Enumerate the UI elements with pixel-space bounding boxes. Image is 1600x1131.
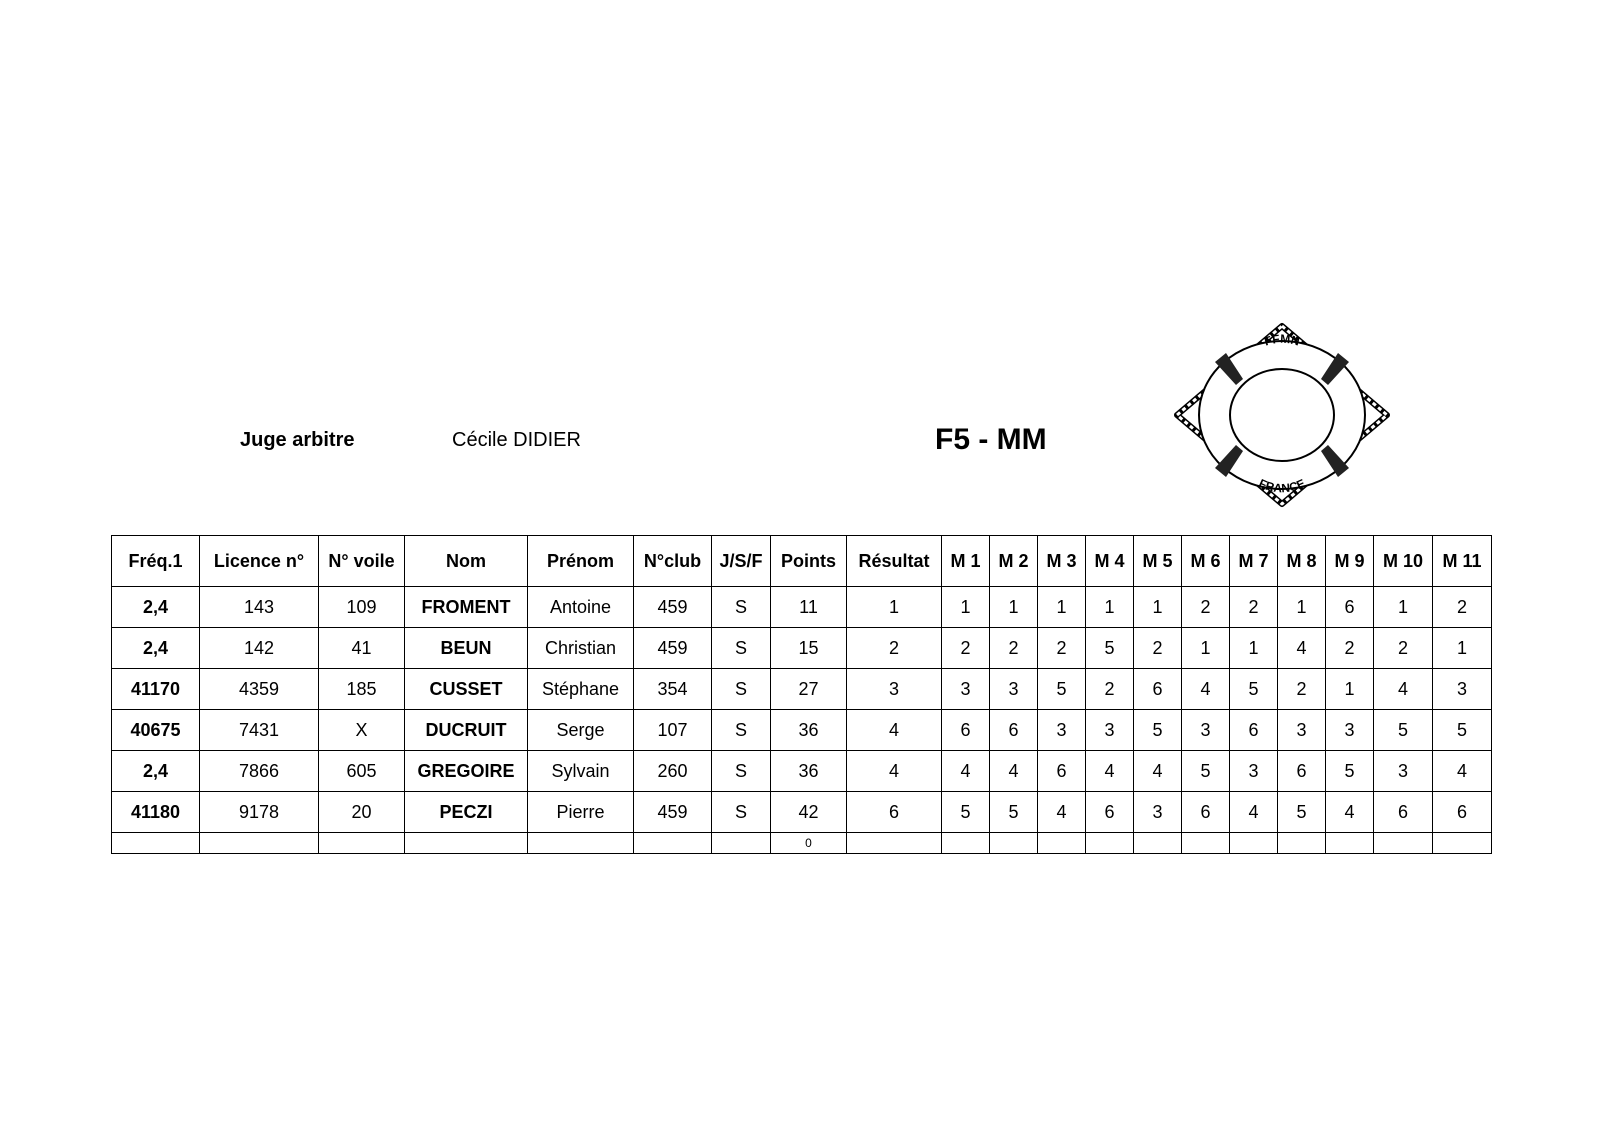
table-cell: 5 bbox=[1433, 710, 1492, 751]
table-cell: 2 bbox=[942, 628, 990, 669]
table-cell: 143 bbox=[200, 587, 319, 628]
table-cell: 4359 bbox=[200, 669, 319, 710]
table-cell: Serge bbox=[528, 710, 634, 751]
column-header: Points bbox=[771, 536, 847, 587]
table-cell: 3 bbox=[847, 669, 942, 710]
column-header: M 2 bbox=[990, 536, 1038, 587]
table-cell: 3 bbox=[1038, 710, 1086, 751]
column-header: M 1 bbox=[942, 536, 990, 587]
table-cell: 4 bbox=[1038, 792, 1086, 833]
column-header: M 10 bbox=[1374, 536, 1433, 587]
table-cell: 1 bbox=[942, 587, 990, 628]
column-header: M 5 bbox=[1134, 536, 1182, 587]
table-cell: X bbox=[319, 710, 405, 751]
table-cell: 4 bbox=[1326, 792, 1374, 833]
table-cell bbox=[319, 833, 405, 854]
table-cell bbox=[1433, 833, 1492, 854]
table-row bbox=[112, 751, 1492, 792]
table-cell bbox=[942, 833, 990, 854]
table-cell bbox=[712, 833, 771, 854]
table-cell: 41170 bbox=[112, 669, 200, 710]
table-cell: 4 bbox=[990, 751, 1038, 792]
table-cell: 2,4 bbox=[112, 587, 200, 628]
table-cell: 2 bbox=[847, 628, 942, 669]
table-cell bbox=[1182, 833, 1230, 854]
table-cell: 4 bbox=[1374, 669, 1433, 710]
table-cell: 42 bbox=[771, 792, 847, 833]
table-cell: 1 bbox=[1230, 628, 1278, 669]
column-header: Licence n° bbox=[200, 536, 319, 587]
table-row bbox=[112, 628, 1492, 669]
juge-arbitre-label: Juge arbitre bbox=[240, 429, 355, 451]
table-cell: 142 bbox=[200, 628, 319, 669]
table-cell: 605 bbox=[319, 751, 405, 792]
table-cell: 185 bbox=[319, 669, 405, 710]
table-cell: 1 bbox=[1433, 628, 1492, 669]
table-cell: GREGOIRE bbox=[405, 751, 528, 792]
table-cell: Pierre bbox=[528, 792, 634, 833]
table-cell: S bbox=[712, 792, 771, 833]
table-cell: 27 bbox=[771, 669, 847, 710]
table-cell: 1 bbox=[1182, 628, 1230, 669]
table-cell: 1 bbox=[990, 587, 1038, 628]
table-cell: S bbox=[712, 628, 771, 669]
table-cell: 6 bbox=[1086, 792, 1134, 833]
table-cell: 109 bbox=[319, 587, 405, 628]
table-cell: CUSSET bbox=[405, 669, 528, 710]
column-header: M 4 bbox=[1086, 536, 1134, 587]
table-cell: 3 bbox=[942, 669, 990, 710]
table-cell: 11 bbox=[771, 587, 847, 628]
column-header: N° voile bbox=[319, 536, 405, 587]
table-cell: 2 bbox=[1086, 669, 1134, 710]
table-cell bbox=[405, 833, 528, 854]
table-cell: 4 bbox=[1433, 751, 1492, 792]
column-header: Résultat bbox=[847, 536, 942, 587]
table-cell: 6 bbox=[990, 710, 1038, 751]
table-cell: 2,4 bbox=[112, 751, 200, 792]
table-cell: 459 bbox=[634, 792, 712, 833]
table-cell: 5 bbox=[1086, 628, 1134, 669]
table-cell: DUCRUIT bbox=[405, 710, 528, 751]
table-cell: 41180 bbox=[112, 792, 200, 833]
table-cell: 3 bbox=[1230, 751, 1278, 792]
table-cell: S bbox=[712, 751, 771, 792]
table-header-row bbox=[112, 536, 1492, 587]
table-cell: 6 bbox=[1038, 751, 1086, 792]
table-cell: 2 bbox=[1326, 628, 1374, 669]
table-cell bbox=[1134, 833, 1182, 854]
table-cell bbox=[1086, 833, 1134, 854]
table-cell: 4 bbox=[847, 710, 942, 751]
table-cell: 15 bbox=[771, 628, 847, 669]
table-cell: 2 bbox=[1374, 628, 1433, 669]
table-cell: 260 bbox=[634, 751, 712, 792]
table-cell bbox=[1230, 833, 1278, 854]
table-cell: 6 bbox=[1134, 669, 1182, 710]
table-cell: FROMENT bbox=[405, 587, 528, 628]
table-cell: 20 bbox=[319, 792, 405, 833]
column-header: M 6 bbox=[1182, 536, 1230, 587]
table-cell: 6 bbox=[1374, 792, 1433, 833]
table-cell: PECZI bbox=[405, 792, 528, 833]
event-title: F5 - MM bbox=[935, 423, 1047, 456]
table-cell: 0 bbox=[771, 833, 847, 854]
column-header: Prénom bbox=[528, 536, 634, 587]
table-row bbox=[112, 710, 1492, 751]
table-cell: 6 bbox=[1433, 792, 1492, 833]
table-cell: 2 bbox=[1182, 587, 1230, 628]
table-cell: 5 bbox=[1326, 751, 1374, 792]
table-cell: 3 bbox=[1278, 710, 1326, 751]
table-cell: 1 bbox=[1134, 587, 1182, 628]
table-cell bbox=[1374, 833, 1433, 854]
table-cell bbox=[990, 833, 1038, 854]
table-cell: 3 bbox=[1086, 710, 1134, 751]
table-cell: 2 bbox=[1278, 669, 1326, 710]
table-cell: 459 bbox=[634, 587, 712, 628]
table-cell: 3 bbox=[1374, 751, 1433, 792]
column-header: N°club bbox=[634, 536, 712, 587]
results-table bbox=[111, 535, 1492, 854]
table-cell bbox=[847, 833, 942, 854]
table-cell: 1 bbox=[1326, 669, 1374, 710]
ffmn-lifebuoy-logo bbox=[1173, 322, 1391, 508]
table-cell: 5 bbox=[1182, 751, 1230, 792]
table-cell bbox=[634, 833, 712, 854]
table-cell: 3 bbox=[990, 669, 1038, 710]
table-cell: BEUN bbox=[405, 628, 528, 669]
table-cell bbox=[528, 833, 634, 854]
table-cell: 36 bbox=[771, 710, 847, 751]
table-cell: 354 bbox=[634, 669, 712, 710]
table-cell: 6 bbox=[1230, 710, 1278, 751]
table-cell: 2,4 bbox=[112, 628, 200, 669]
table-cell: 4 bbox=[1278, 628, 1326, 669]
table-cell: 5 bbox=[1374, 710, 1433, 751]
table-cell: 9178 bbox=[200, 792, 319, 833]
table-cell: 5 bbox=[1230, 669, 1278, 710]
table-cell: 2 bbox=[990, 628, 1038, 669]
table-cell: S bbox=[712, 669, 771, 710]
table-cell: 1 bbox=[1374, 587, 1433, 628]
table-cell: 2 bbox=[1134, 628, 1182, 669]
table-cell: 5 bbox=[1038, 669, 1086, 710]
table-cell: S bbox=[712, 710, 771, 751]
table-cell: 6 bbox=[1326, 587, 1374, 628]
column-header: M 9 bbox=[1326, 536, 1374, 587]
logo-top-text: FFMN bbox=[1262, 331, 1302, 349]
table-cell: 6 bbox=[847, 792, 942, 833]
table-cell: 5 bbox=[990, 792, 1038, 833]
table-row bbox=[112, 669, 1492, 710]
table-cell: 2 bbox=[1433, 587, 1492, 628]
table-cell: 4 bbox=[1182, 669, 1230, 710]
column-header: M 3 bbox=[1038, 536, 1086, 587]
table-cell: 3 bbox=[1326, 710, 1374, 751]
table-cell: 1 bbox=[847, 587, 942, 628]
table-cell: 5 bbox=[942, 792, 990, 833]
table-cell: 3 bbox=[1182, 710, 1230, 751]
column-header: J/S/F bbox=[712, 536, 771, 587]
table-cell: 41 bbox=[319, 628, 405, 669]
column-header: M 8 bbox=[1278, 536, 1326, 587]
table-cell: 4 bbox=[942, 751, 990, 792]
table-cell: 5 bbox=[1278, 792, 1326, 833]
column-header: M 11 bbox=[1433, 536, 1492, 587]
table-empty-row bbox=[112, 833, 1492, 854]
table-cell bbox=[1278, 833, 1326, 854]
column-header: M 7 bbox=[1230, 536, 1278, 587]
table-cell: 5 bbox=[1134, 710, 1182, 751]
table-cell: 6 bbox=[1182, 792, 1230, 833]
table-cell: 4 bbox=[1134, 751, 1182, 792]
table-cell: 4 bbox=[847, 751, 942, 792]
table-cell: 107 bbox=[634, 710, 712, 751]
column-header: Fréq.1 bbox=[112, 536, 200, 587]
table-cell: 7866 bbox=[200, 751, 319, 792]
table-cell: 1 bbox=[1086, 587, 1134, 628]
table-cell bbox=[1326, 833, 1374, 854]
table-cell: 7431 bbox=[200, 710, 319, 751]
table-cell bbox=[1038, 833, 1086, 854]
table-cell: 2 bbox=[1038, 628, 1086, 669]
table-row bbox=[112, 792, 1492, 833]
table-cell: 1 bbox=[1278, 587, 1326, 628]
table-cell: 4 bbox=[1230, 792, 1278, 833]
table-cell: 36 bbox=[771, 751, 847, 792]
table-cell: S bbox=[712, 587, 771, 628]
table-cell: 2 bbox=[1230, 587, 1278, 628]
table-cell: 1 bbox=[1038, 587, 1086, 628]
table-cell: 6 bbox=[1278, 751, 1326, 792]
table-cell bbox=[200, 833, 319, 854]
table-cell: 40675 bbox=[112, 710, 200, 751]
logo-bottom-text: FRANCE bbox=[1256, 476, 1308, 496]
table-cell: Sylvain bbox=[528, 751, 634, 792]
table-cell: 3 bbox=[1134, 792, 1182, 833]
table-cell: 3 bbox=[1433, 669, 1492, 710]
table-cell: Antoine bbox=[528, 587, 634, 628]
table-cell: 4 bbox=[1086, 751, 1134, 792]
table-row bbox=[112, 587, 1492, 628]
table-cell: Christian bbox=[528, 628, 634, 669]
table-cell: 6 bbox=[942, 710, 990, 751]
table-cell: Stéphane bbox=[528, 669, 634, 710]
table-cell: 459 bbox=[634, 628, 712, 669]
column-header: Nom bbox=[405, 536, 528, 587]
juge-arbitre-name: Cécile DIDIER bbox=[452, 429, 581, 451]
table-cell bbox=[112, 833, 200, 854]
